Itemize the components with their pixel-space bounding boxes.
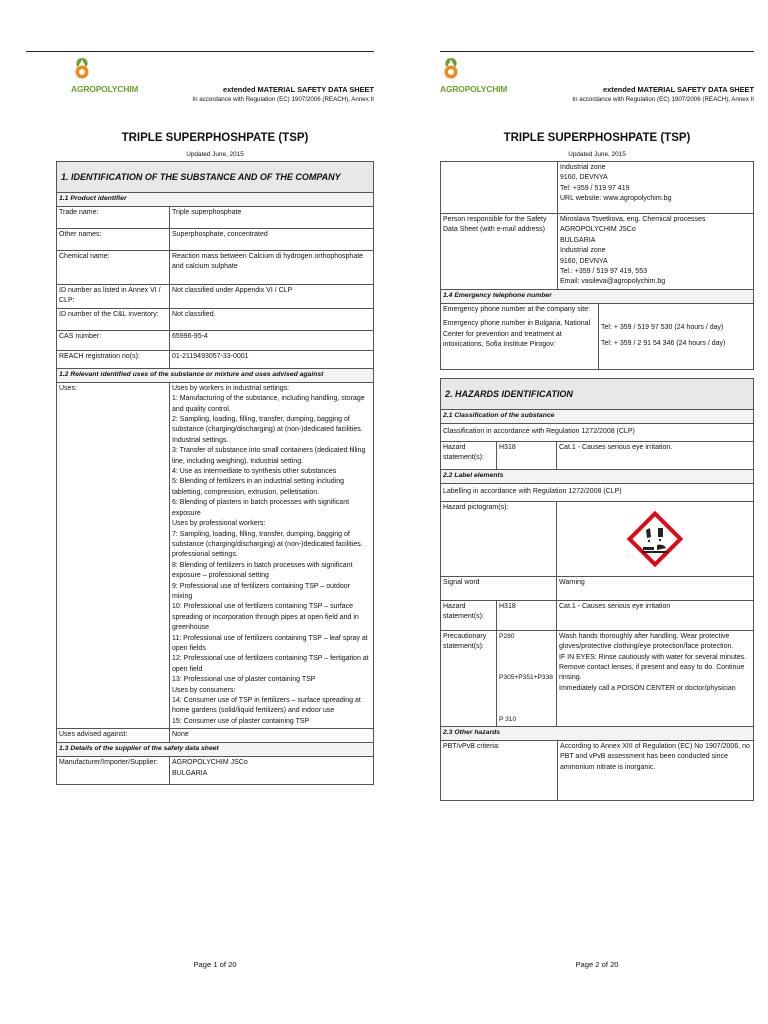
responsible-line: BULGARIA: [560, 236, 596, 244]
responsible-lines: [558, 214, 754, 290]
responsible-label: Person responsible for the Safety Data Sheet (with e-mail address): [441, 214, 558, 290]
use-item: 6: Blending of plasters in batch processes with significant exposure: [172, 499, 350, 517]
msds-subtitle: In accordance with Regulation (EC) 1907/2006 (REACH), Annex II: [192, 96, 374, 103]
supplier-line: BULGARIA: [172, 769, 208, 777]
responsible-line: 9160, DEVNYA: [560, 257, 608, 265]
company-logo: [71, 56, 151, 100]
responsible-line: Miroslava Tsvetkova, eng. Chemical processes: [560, 216, 706, 223]
uses-list: [170, 382, 374, 728]
row-value: Triple superphosphate: [170, 207, 374, 229]
row-value: 65996-95-4: [170, 330, 374, 350]
row-label: Trade name:: [57, 207, 170, 229]
leaf-logo-icon: [74, 56, 90, 82]
updated-date: Updated June, 2015: [186, 151, 244, 158]
use-item: Uses by consumers:: [172, 686, 236, 694]
emergency-company-value: Tel: + 359 / 519 97 530 (24 hours / day): [601, 323, 724, 331]
emergency-company-label: Emergency phone number at the company site:: [443, 305, 591, 313]
page-2-content: [440, 161, 754, 801]
document-title: TRIPLE SUPERPHOSHPATE (TSP): [503, 132, 691, 144]
emergency-values: [599, 303, 754, 369]
subsection-1-2: 1.2 Relevant identified uses of the substance or mixture and uses advised against: [57, 368, 374, 382]
use-item: 13: Professional use of plaster containing TSP: [172, 676, 316, 684]
msds-header: [192, 85, 374, 105]
classification-text: Classification in accordance with Regulation 1272/2008 (CLP): [441, 423, 754, 441]
precaution-code: P305+P351+P338: [499, 674, 553, 682]
precaution-texts: [557, 630, 754, 726]
precaution-text: IF IN EYES: Rinse cautiously with water for several minutes. Remove contact lenses, if present and easy to do. Continue rinsing.: [559, 653, 747, 682]
row-value: Not classified.: [170, 308, 374, 330]
page-number: Page 1 of 20: [193, 960, 237, 969]
address-spacer: [441, 162, 558, 214]
use-item: Uses by workers in industrial settings:: [172, 384, 290, 392]
other-hazards-table: [440, 740, 754, 801]
use-item: 5: Blending of fertilizers in an industrial setting including tabletting, compression, extrusion, pelletisation.: [172, 478, 344, 496]
msds-title: extended MATERIAL SAFETY DATA SHEET: [223, 85, 374, 94]
use-item: 2: Sampling, loading, filling, transfer, dumping, bagging of substance (charging/discharging) at (non-)dedicated facilities. Industrial settings.: [172, 416, 363, 444]
logo-text: AGROPOLYCHIM: [440, 84, 508, 94]
use-item: 10: Professional use of fertilizers containing TSP – surface spreading or incorporation through pipes at open field and in greenhouse: [172, 603, 359, 632]
address-line: URL website: www.agropolychim.bg: [560, 195, 672, 203]
hazard2-label: Hazard statement(s):: [441, 600, 497, 630]
hazards-table: [440, 378, 754, 741]
precaution-label: Precautionary statement(s):: [441, 630, 497, 726]
subsection-1-3: 1.3 Details of the supplier of the safety data sheet: [57, 743, 374, 757]
supplier-continued-table: [440, 161, 754, 304]
pictogram-wrap: [559, 503, 751, 575]
precaution-text: Wash hands thoroughly after handling. Wear protective gloves/protective clothing/eye protection/face protection.: [559, 632, 734, 651]
use-item: Uses by professional workers:: [172, 520, 266, 528]
use-item: 7: Sampling, loading, filling, transfer, dumping, bagging of substance (charging/discharging) at (non-)dedicated facilities. professional settings.: [172, 530, 363, 559]
hazard-text: Cat.1 - Causes serious eye irritation.: [557, 441, 754, 469]
responsible-line: Industrial zone: [560, 247, 606, 255]
row-label: CAS number:: [57, 330, 170, 350]
supplier-label: Manufacturer/Importer/Supplier:: [57, 757, 170, 785]
uses-label: Uses:: [57, 382, 170, 728]
subsection-2-3: 2.3 Other hazards: [441, 727, 754, 741]
row-label: REACH registration no(s):: [57, 350, 170, 368]
use-item: 1: Manufacturing of the substance, including handling, storage and quality control.: [172, 395, 365, 413]
pictogram-label: Hazard pictogram(s):: [441, 501, 557, 576]
row-label: Chemical name:: [57, 251, 170, 285]
section-1-title: 1. IDENTIFICATION OF THE SUBSTANCE AND OF THE COMPANY: [57, 162, 374, 193]
precaution-text: Immediately call a POISON CENTER or doctor/physician: [559, 684, 736, 692]
advised-against-label: Uses advised against:: [57, 729, 170, 743]
use-item: 9: Professional use of fertilizers containing TSP – outdoor mixing: [172, 582, 350, 600]
supplier-value: [170, 757, 374, 785]
precaution-codes: [497, 630, 557, 726]
pbt-label: PBT/vPvB criteria:: [441, 741, 558, 801]
signal-label: Signal word: [441, 576, 557, 600]
msds-subtitle: In accordance with Regulation (EC) 1907/2006 (REACH), Annex II: [572, 96, 754, 103]
subsection-1-4: 1.4 Emergency telephone number: [441, 289, 754, 303]
pictogram-cell: [557, 501, 754, 576]
use-item: 3: Transfer of substance into small containers (dedicated filling line, including weighing). Industrial setting.: [172, 447, 366, 465]
document-title: TRIPLE SUPERPHOSHPATE (TSP): [121, 132, 309, 144]
logo-text: AGROPOLYCHIM: [71, 84, 139, 94]
use-item: 4: Use as intermediate to synthesis other substances: [172, 468, 337, 476]
emergency-labels: [441, 303, 599, 369]
leaf-logo-icon: [443, 56, 459, 82]
pbt-text: According to Annex XIII of Regulation (EC) No 1907/2006, no PBT and vPvB assessment has been conducted since ammonium nitrate is inorganic.: [558, 741, 754, 801]
use-item: 12: Professional use of fertilizers containing TSP – fertigation at open field: [172, 655, 369, 673]
use-item: 15: Consumer use of plaster containing TSP: [172, 717, 310, 725]
precaution-code: P280: [499, 632, 515, 640]
row-label: ID number as listed in Annex VI / CLP:: [57, 285, 170, 309]
msds-header: [572, 85, 754, 105]
supplier-line: AGROPOLYCHIM JSCo: [172, 759, 248, 767]
labelling-text: Labelling in accordance with Regulation 1272/2008 (CLP): [441, 483, 754, 501]
responsible-line: AGROPOLYCHIM JSCo: [560, 226, 636, 234]
msds-title: extended MATERIAL SAFETY DATA SHEET: [603, 85, 754, 94]
row-value: 01-2119493057-33-0001: [170, 350, 374, 368]
precaution-code: P 310: [499, 715, 517, 723]
signal-value: Warning: [557, 576, 754, 600]
emergency-national-value: Tel: + 359 / 2 91 54 346 (24 hours / day): [601, 340, 726, 348]
subsection-2-1: 2.1 Classification of the substance: [441, 409, 754, 423]
row-value: Superphosphate, concentrated: [170, 229, 374, 251]
row-label: Other names:: [57, 229, 170, 251]
identification-table: [56, 161, 374, 785]
page-1-content: [56, 161, 374, 785]
row-label: ID number of the C&L inventory:: [57, 308, 170, 330]
responsible-line: Email: vasileva@agropolychim.bg: [560, 278, 666, 286]
updated-date: Updated June, 2015: [568, 151, 626, 158]
page-number: Page 2 of 20: [575, 960, 619, 969]
subsection-1-1: 1.1 Product identifier: [57, 193, 374, 207]
section-2-title: 2. HAZARDS IDENTIFICATION: [441, 378, 754, 409]
address-line: Tel: +359 / 519 97 419: [560, 184, 630, 192]
use-item: 11: Professional use of fertilizers containing TSP – leaf spray at open fields: [172, 634, 368, 652]
header-rule: [440, 51, 754, 52]
address-line: 9160, DEVNYA: [560, 174, 608, 182]
hazard2-code: H318: [497, 600, 557, 630]
hazard2-text: Cat.1 - Causes serious eye irritation: [557, 600, 754, 630]
hazard-label: Hazard statement(s):: [441, 441, 497, 469]
use-item: 8: Blending of fertilizers in batch processes with significant exposure – professional setting: [172, 561, 353, 580]
hazard-code: H318: [497, 441, 557, 469]
page-2: [440, 0, 754, 1024]
corrosion-pictogram-icon: [625, 509, 685, 569]
header-rule: [26, 51, 374, 52]
subsection-2-2: 2.2 Label elements: [441, 469, 754, 483]
row-value: Reaction mass between Calcium di hydrogen orthophosphate and calcium sulphate: [170, 251, 374, 285]
emergency-table: [440, 303, 754, 370]
advised-against-value: None: [170, 729, 374, 743]
emergency-national-label: Emergency phone number in Bulgaria, National Center for prevention and treatment at intoxications, Sofia Institute Pirogov:: [443, 320, 591, 349]
company-logo: [440, 56, 520, 100]
address-line: Industrial zone: [560, 164, 606, 171]
responsible-line: Tel.: +359 / 519 97 419, 553: [560, 268, 647, 276]
address-lines: [558, 162, 754, 214]
row-value: Not classified under Appendix VI / CLP: [170, 285, 374, 309]
page-1: [26, 0, 374, 1024]
use-item: 14: Consumer use of TSP in fertilizers – surface spreading at home gardens (solid/liquid fertilizers) and indoor use: [172, 697, 361, 715]
